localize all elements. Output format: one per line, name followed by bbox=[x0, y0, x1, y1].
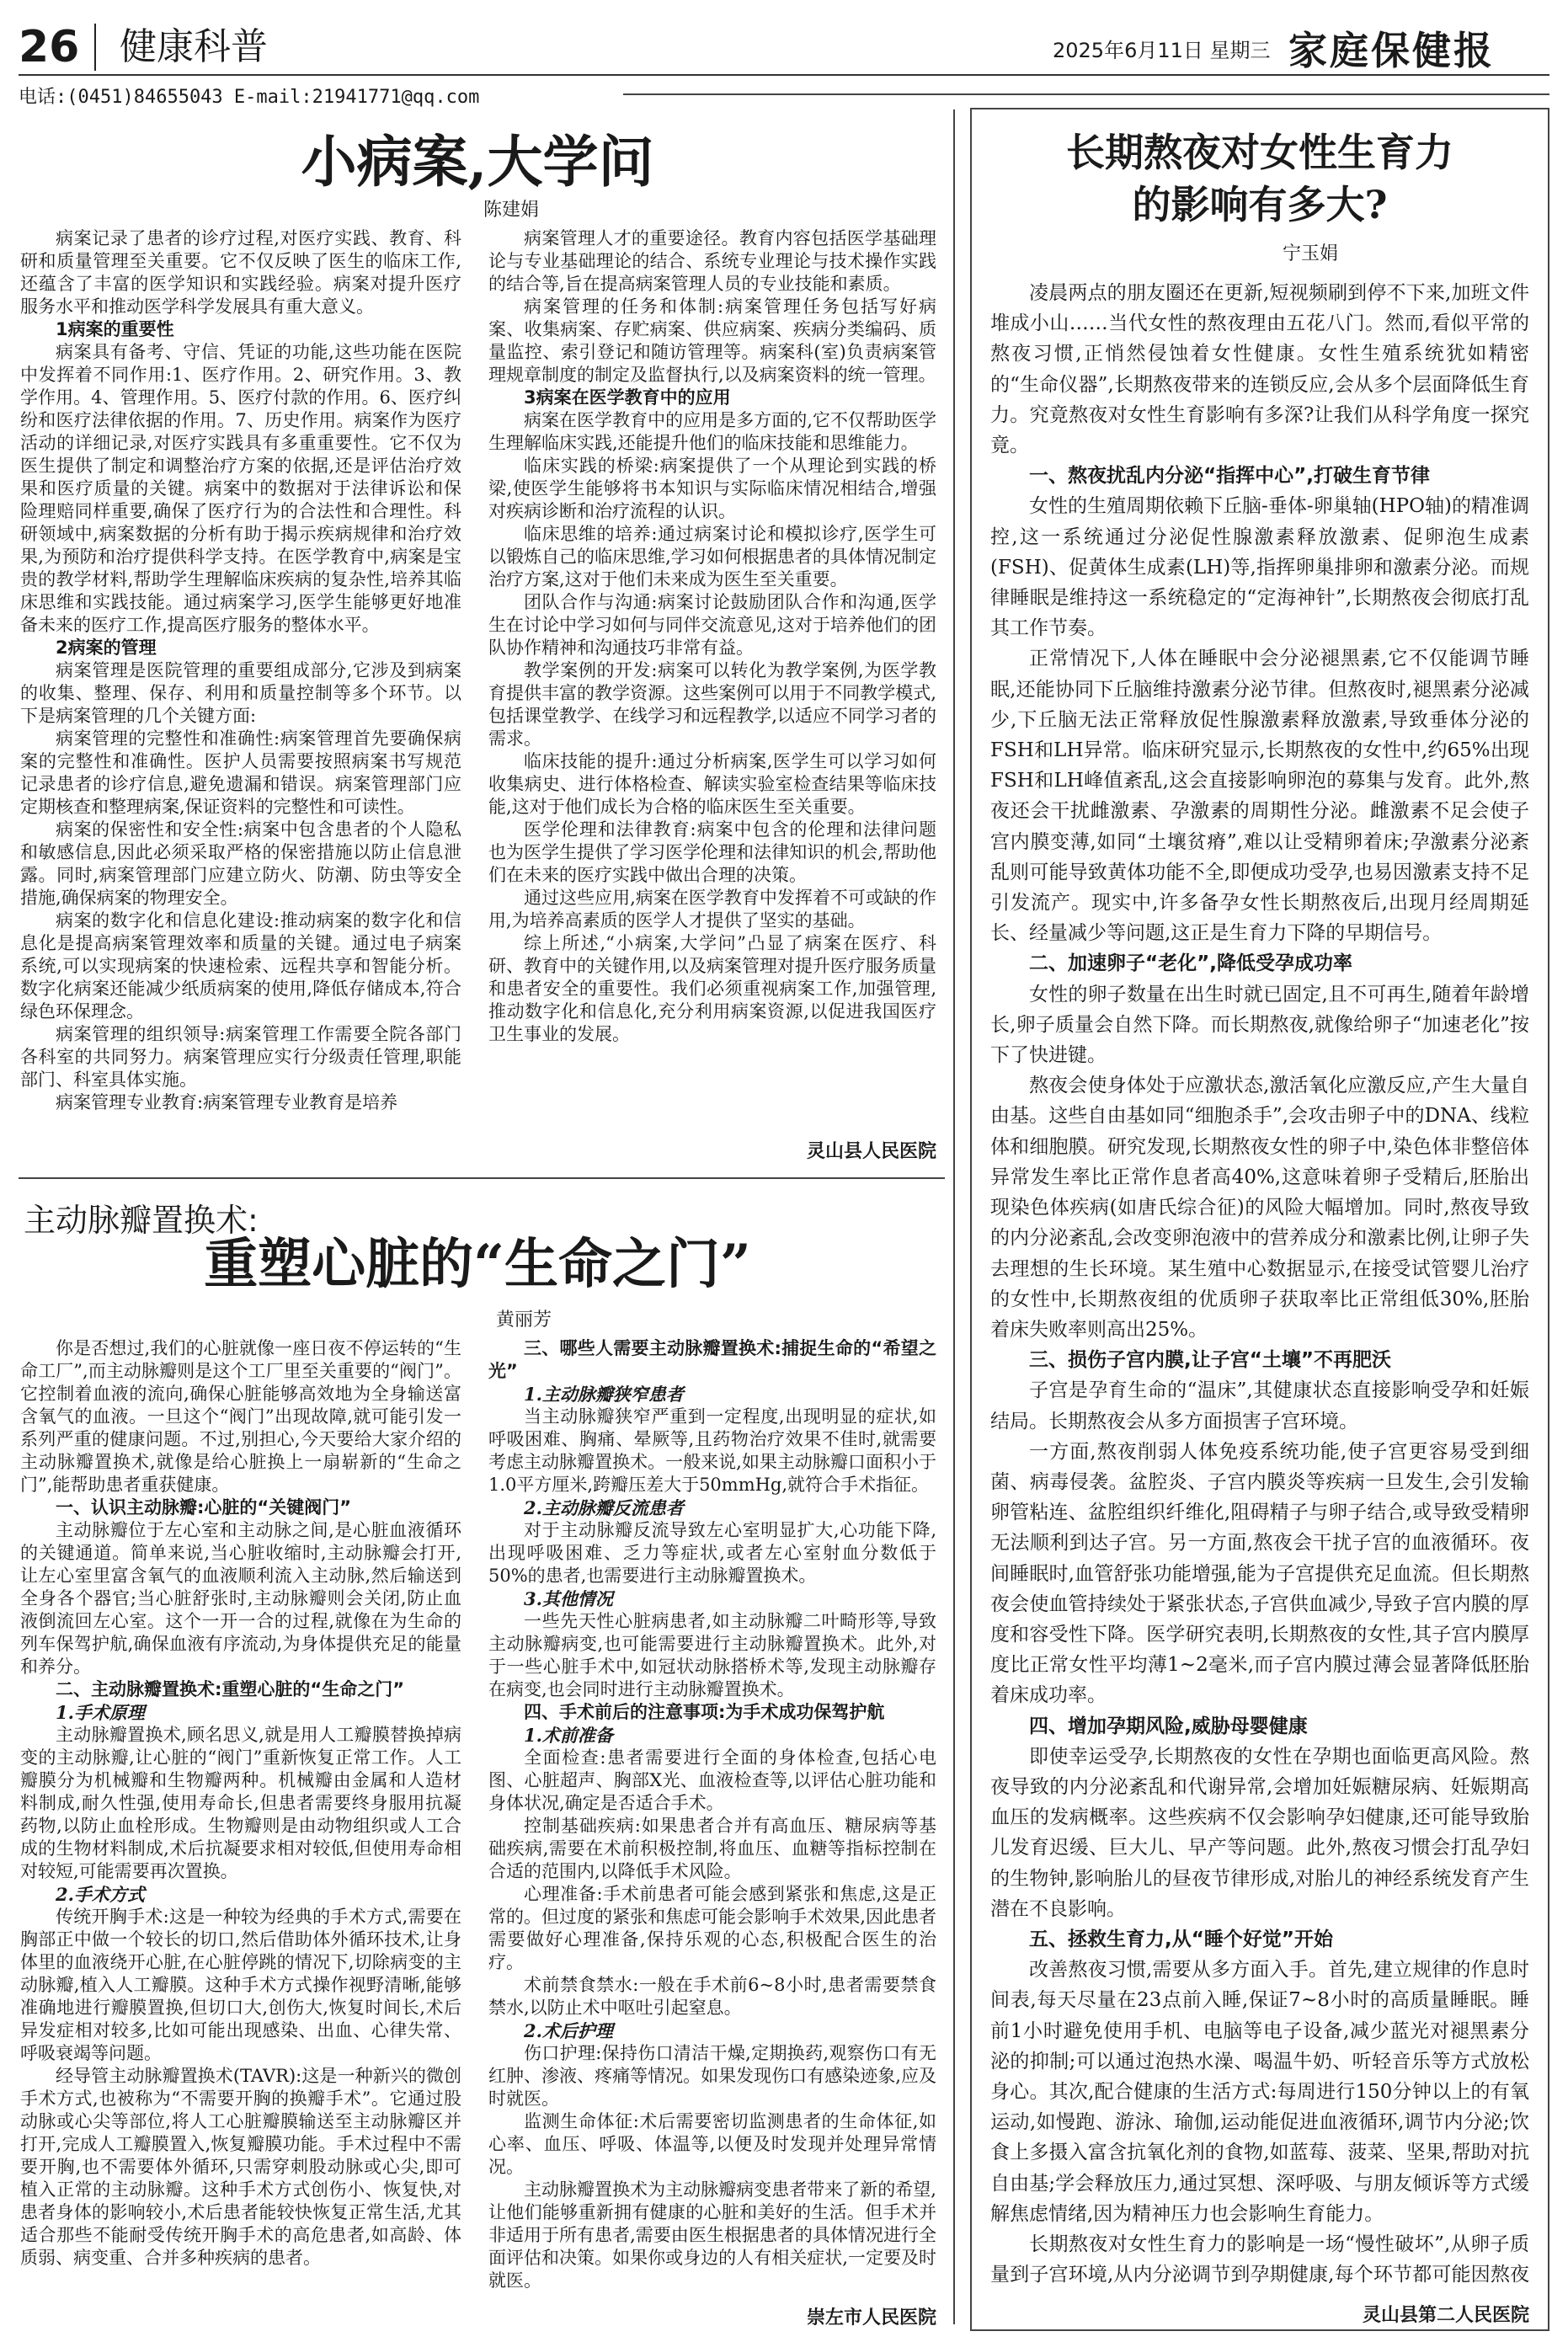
section-heading: 五、拯救生育力,从“睡个好觉”开始 bbox=[1029, 1928, 1333, 1950]
paragraph: 术前禁食禁水:一般在手术前6~8小时,患者需要禁食禁水,以防止术中呕吐引起窒息。 bbox=[488, 1975, 936, 2018]
paragraph: 教学案例的开发:病案可以转化为教学案例,为医学教育提供丰富的教学资源。这些案例可以用于不同教学模式,包括课堂教学、在线学习和远程教学,以适应不同学习者的需求。 bbox=[488, 660, 936, 749]
paragraph: 病案的保密性和安全性:病案中包含患者的个人隐私和敏感信息,因此必须采取严格的保密措施以防止信息泄露。同时,病案管理部门应建立防火、防潮、防虫等安全措施,确保病案的物理安全。 bbox=[20, 819, 461, 908]
paragraph: 经导管主动脉瓣置换术(TAVR):这是一种新兴的微创手术方式,也被称为“不需要开胸的换瓣手术”。它通过股动脉或心尖等部位,将人工心脏瓣膜输送至主动脉瓣区并打开,完成人工瓣膜置入,恢复瓣膜功能。手术过程中不需要开胸,也不需要体外循环,只需穿刺股动脉或心尖,即可植入正常的主动脉瓣。这种手术方式创伤小、恢复快,对患者身体的影响较小,术后患者能较快恢复正常生活,尤其适合那些不能耐受传统开胸手术的高危患者,如高龄、体质弱、病变重、合并多种疾病的患者。 bbox=[20, 2066, 461, 2268]
section-heading: 1病案的重要性 bbox=[56, 319, 174, 339]
article2-author: 黄丽芳 bbox=[495, 1310, 552, 1331]
paragraph: 病案管理专业教育:病案管理专业教育是培养 bbox=[56, 1092, 398, 1112]
section-heading: 二、主动脉瓣置换术:重塑心脏的“生命之门” bbox=[56, 1679, 404, 1699]
paragraph: 一方面,熬夜削弱人体免疫系统功能,使子宫更容易受到细菌、病毒侵袭。盆腔炎、子宫内膜炎等疾病一旦发生,会引发输卵管粘连、盆腔组织纤维化,阻碍精子与卵子结合,或导致受精卵无法顺利到达子宫。另一方面,熬夜会干扰子宫的血液循环。夜间睡眠时,血管舒张功能增强,能为子宫提供充足血流。但长期熬夜会使血管持续处于紧张状态,子宫供血减少,导致子宫内膜的厚度和容受性下降。医学研究表明,长期熬夜的女性,其子宫内膜厚度比正常女性平均薄1~2毫米,而子宫内膜过薄会显著降低胚胎着床成功率。 bbox=[990, 1440, 1529, 1707]
article2-signature: 崇左市人民医院 bbox=[806, 2307, 936, 2329]
paragraph: 凌晨两点的朋友圈还在更新,短视频刷到停不下来,加班文件堆成小山……当代女性的熬夜理由五花八门。然而,看似平常的熬夜习惯,正悄然侵蚀着女性健康。女性生殖系统犹如精密的“生命仪器”,长期熬夜带来的连锁反应,会从多个层面降低生育力。究竟熬夜对女性生育影响有多深?让我们从科学角度一探究竟。 bbox=[990, 282, 1529, 457]
paragraph: 病案的数字化和信息化建设:推动病案的数字化和信息化是提高病案管理效率和质量的关键。通过电子病案系统,可以实现病案的快速检索、远程共享和智能分析。数字化病案还能减少纸质病案的使用,降低存储成本,符合绿色环保理念。 bbox=[20, 910, 461, 1022]
sub-heading: 1.主动脉瓣狭窄患者 bbox=[524, 1384, 684, 1405]
issue-date: 2025年6月11日 星期三 bbox=[1053, 39, 1271, 62]
paragraph: 病案管理是医院管理的重要组成部分,它涉及到病案的收集、整理、保存、利用和质量控制等多个环节。以下是病案管理的几个关键方面: bbox=[20, 660, 461, 726]
section-title: 健康科普 bbox=[120, 25, 268, 68]
article1-title: 小病案,大学问 bbox=[301, 129, 654, 195]
paragraph: 心理准备:手术前患者可能会感到紧张和焦虑,这是正常的。但过度的紧张和焦虑可能会影响手术效果,因此患者需要做好心理准备,保持乐观的心态,积极配合医生的治疗。 bbox=[488, 1884, 936, 1972]
paragraph: 监测生命体征:术后需要密切监测患者的生命体征,如心率、血压、呼吸、体温等,以便及时发现并处理异常情况。 bbox=[488, 2111, 936, 2177]
paragraph: 主动脉瓣位于左心室和主动脉之间,是心脏血液循环的关键通道。简单来说,当心脏收缩时,主动脉瓣会打开,让左心室里富含氧气的血液顺利流入主动脉,然后输送到全身各个器官;当心脏舒张时,主动脉瓣则会关闭,防止血液倒流回左心室。这个一开一合的过程,就像在为生命的列车保驾护航,确保血液有序流动,为身体提供充足的能量和养分。 bbox=[20, 1520, 461, 1677]
header-rule bbox=[19, 74, 1549, 76]
article3-title-line1: 长期熬夜对女性生育力 bbox=[1066, 130, 1453, 175]
paragraph: 病案在医学教育中的应用是多方面的,它不仅帮助医学生理解临床实践,还能提升他们的临床技能和思维能力。 bbox=[488, 410, 936, 453]
paragraph: 医学伦理和法律教育:病案中包含的伦理和法律问题也为医学生提供了学习医学伦理和法律知识的机会,帮助他们在未来的医疗实践中做出合理的决策。 bbox=[488, 819, 936, 885]
paragraph: 女性的生殖周期依赖下丘脑-垂体-卵巢轴(HPO轴)的精准调控,这一系统通过分泌促性腺激素释放激素、促卵泡生成素(FSH)、促黄体生成素(LH)等,指挥卵巢排卵和激素分泌。而规律睡眠是维持这一系统稳定的“定海神针”,长期熬夜会彻底打乱其工作节奏。 bbox=[990, 495, 1529, 640]
paragraph: 即使幸运受孕,长期熬夜的女性在孕期也面临更高风险。熬夜导致的内分泌紊乱和代谢异常,会增加妊娠糖尿病、妊娠期高血压的发病概率。这些疾病不仅会影响孕妇健康,还可能导致胎儿发育迟缓、巨大儿、早产等问题。此外,熬夜习惯会打乱孕妇的生物钟,影响胎儿的昼夜节律形成,对胎儿的神经系统发育产生潜在不良影响。 bbox=[990, 1745, 1529, 1920]
article3-body bbox=[990, 278, 1529, 2291]
paragraph: 病案管理的任务和体制:病案管理任务包括写好病案、收集病案、存贮病案、供应病案、疾病分类编码、质量监控、索引登记和随访管理等。病案科(室)负责病案管理规章制度的制定及监督执行,以及病案资料的统一管理。 bbox=[488, 296, 936, 385]
paragraph: 临床实践的桥梁:病案提供了一个从理论到实践的桥梁,使医学生能够将书本知识与实际临床情况相结合,增强对疾病诊断和治疗流程的认识。 bbox=[488, 456, 936, 521]
header-divider bbox=[94, 24, 96, 71]
article2-kicker: 主动脉瓣置换术: bbox=[24, 1202, 259, 1239]
paragraph: 团队合作与沟通:病案讨论鼓励团队合作和沟通,医学生在讨论中学习如何与同伴交流意见,这对于培养他们的团队协作精神和沟通技巧非常有益。 bbox=[488, 592, 936, 658]
paragraph: 传统开胸手术:这是一种较为经典的手术方式,需要在胸部正中做一个较长的切口,然后借助体外循环技术,让身体里的血液绕开心脏,在心脏停跳的情况下,切除病变的主动脉瓣,植入人工瓣膜。这种手术方式操作视野清晰,能够准确地进行瓣膜置换,但切口大,创伤大,恢复时间长,术后异发症相对较多,比如可能出现感染、出血、心律失常、呼吸衰竭等问题。 bbox=[20, 1907, 461, 2063]
paragraph: 当主动脉瓣狭窄严重到一定程度,出现明显的症状,如呼吸困难、胸痛、晕厥等,且药物治疗效果不佳时,就需要考虑主动脉瓣置换术。一般来说,如果主动脉瓣口面积小于1.0平方厘米,跨瓣压差大于50mmHg,就符合手术指征。 bbox=[488, 1406, 936, 1495]
paragraph: 一些先天性心脏病患者,如主动脉瓣二叶畸形等,导致主动脉瓣病变,也可能需要进行主动脉瓣置换术。此外,对于一些心脏手术中,如冠状动脉搭桥术等,发现主动脉瓣存在病变,也会同时进行主动脉瓣置换术。 bbox=[488, 1611, 936, 1699]
article2-title: 重塑心脏的“生命之门” bbox=[204, 1233, 751, 1296]
sub-heading: 3.其他情况 bbox=[524, 1588, 613, 1609]
section-heading: 2病案的管理 bbox=[56, 638, 157, 658]
sub-heading: 1.手术原理 bbox=[56, 1702, 145, 1723]
article2-column-1 bbox=[20, 1337, 461, 2331]
article1-column-1 bbox=[20, 227, 461, 1162]
section-heading: 三、哪些人需要主动脉瓣置换术:捕捉生命的“希望之光” bbox=[488, 1338, 936, 1381]
paragraph: 全面检查:患者需要进行全面的身体检查,包括心电图、心脏超声、胸部X光、血液检查等,以评估心脏功能和身体状况,确定是否适合手术。 bbox=[488, 1747, 936, 1813]
paragraph: 女性的卵子数量在出生时就已固定,且不可再生,随着年龄增长,卵子质量会自然下降。而长期熬夜,就像给卵子“加速老化”按下了快进键。 bbox=[990, 983, 1529, 1067]
paragraph: 长期熬夜对女性生育力的影响是一场“慢性破坏”,从卵子质量到子宫环境,从内分泌调节到孕期健康,每个环节都可能因熬夜 bbox=[990, 2233, 1529, 2286]
paragraph: 主动脉瓣置换术,顾名思义,就是用人工瓣膜替换掉病变的主动脉瓣,让心脏的“阀门”重新恢复正常工作。人工瓣膜分为机械瓣和生物瓣两种。机械瓣由金属和人造材料制成,耐久性强,使用寿命长,但患者需要终身服用抗凝药物,以防止血栓形成。生物瓣则是由动物组织或人工合成的生物材料制成,术后抗凝要求相对较低,但使用寿命相对较短,可能需要再次置换。 bbox=[20, 1725, 461, 1881]
paragraph: 你是否想过,我们的心脏就像一座日夜不停运转的“生命工厂”,而主动脉瓣则是这个工厂里至关重要的“阀门”。它控制着血液的流向,确保心脏能够高效地为全身输送富含氧气的血液。一旦这个“阀门”出现故障,就可能引发一系列严重的健康问题。不过,别担心,今天要给大家介绍的主动脉瓣置换术,就像是给心脏换上一扇崭新的“生命之门”,能帮助患者重获健康。 bbox=[20, 1338, 461, 1495]
section-heading: 二、加速卵子“老化”,降低受孕成功率 bbox=[1029, 952, 1352, 975]
section-heading: 3病案在医学教育中的应用 bbox=[524, 387, 731, 408]
sub-heading: 1.术前准备 bbox=[524, 1725, 613, 1746]
section-heading: 一、熬夜扰乱内分泌“指挥中心”,打破生育节律 bbox=[1029, 465, 1430, 488]
article3-title-line2: 的影响有多大? bbox=[1132, 182, 1388, 227]
paragraph: 正常情况下,人体在睡眠中会分泌褪黑素,它不仅能调节睡眠,还能协同下丘脑维持激素分泌节律。但熬夜时,褪黑素分泌减少,下丘脑无法正常释放促性腺激素释放激素,导致垂体分泌的FSH和LH异常。临床研究显示,长期熬夜的女性中,约65%出现FSH和LH峰值紊乱,这会直接影响卵泡的募集与发育。此外,熬夜还会干扰雌激素、孕激素的周期性分泌。雌激素不足会使子宫内膜变薄,如同“土壤贫瘠”,难以让受精卵着床;孕激素分泌紊乱则可能导致黄体功能不全,即便成功受孕,也易因激素支持不足引发流产。现实中,许多备孕女性长期熬夜后,出现月经周期延长、经量减少等问题,这正是生育力下降的早期信号。 bbox=[990, 648, 1529, 945]
contact-line: 电话:(0451)84655043 E-mail:21941771@qq.com bbox=[19, 87, 480, 108]
paragraph: 病案管理的组织领导:病案管理工作需要全院各部门各科室的共同努力。病案管理应实行分级责任管理,职能部门、科室具体实施。 bbox=[20, 1024, 461, 1090]
article3-signature: 灵山县第二人民医院 bbox=[1362, 2305, 1529, 2326]
paragraph: 通过这些应用,病案在医学教育中发挥着不可或缺的作用,为培养高素质的医学人才提供了坚实的基础。 bbox=[488, 888, 936, 931]
paper-name: 家庭保健报 bbox=[1288, 28, 1495, 73]
article3-author: 宁玉娟 bbox=[1282, 243, 1338, 264]
article1-column-2 bbox=[488, 227, 936, 1120]
paragraph: 伤口护理:保持伤口清洁干燥,定期换药,观察伤口有无红肿、渗液、疼痛等情况。如果发现伤口有感染迹象,应及时就医。 bbox=[488, 2043, 936, 2109]
article2-column-2 bbox=[488, 1337, 936, 2289]
sub-heading: 2.主动脉瓣反流患者 bbox=[524, 1497, 684, 1518]
paragraph: 子宫是孕育生命的“温床”,其健康状态直接影响受孕和妊娠结局。长期熬夜会从多方面损害子宫环境。 bbox=[990, 1379, 1529, 1432]
paragraph: 综上所述,“小病案,大学问”凸显了病案在医疗、科研、教育中的关键作用,以及病案管理对提升医疗服务质量和患者安全的重要性。我们必须重视病案工作,加强管理,推动数字化和信息化,充分利用病案资源,以促进我国医疗卫生事业的发展。 bbox=[488, 933, 936, 1044]
sub-heading: 2.术后护理 bbox=[524, 2020, 613, 2041]
paragraph: 临床思维的培养:通过病案讨论和模拟诊疗,医学生可以锻炼自己的临床思维,学习如何根据患者的具体情况制定治疗方案,这对于他们未来成为医生至关重要。 bbox=[488, 524, 936, 590]
paragraph: 病案记录了患者的诊疗过程,对医疗实践、教育、科研和质量管理至关重要。它不仅反映了医生的临床工作,还蕴含了丰富的医学知识和实践经验。病案对提升医疗服务水平和推动医学科学发展具有重大意义。 bbox=[20, 228, 461, 317]
section-heading: 三、损伤子宫内膜,让子宫“土壤”不再肥沃 bbox=[1029, 1349, 1391, 1372]
section-heading: 四、手术前后的注意事项:为手术成功保驾护航 bbox=[524, 1702, 885, 1722]
paragraph: 对于主动脉瓣反流导致左心室明显扩大,心功能下降,出现呼吸困难、乏力等症状,或者左心室射血分数低于50%的患者,也需要进行主动脉瓣置换术。 bbox=[488, 1520, 936, 1586]
paragraph: 病案管理的完整性和准确性:病案管理首先要确保病案的完整性和准确性。医护人员需要按照病案书写规范记录患者的诊疗信息,避免遗漏和错误。病案管理部门应定期核查和整理病案,保证资料的完整性和可读性。 bbox=[20, 728, 461, 817]
paragraph: 改善熬夜习惯,需要从多方面入手。首先,建立规律的作息时间表,每天尽量在23点前入睡,保证7~8小时的高质量睡眠。睡前1小时避免使用手机、电脑等电子设备,减少蓝光对褪黑素分泌的抑制;可以通过泡热水澡、喝温牛奶、听轻音乐等方式放松身心。其次,配合健康的生活方式:每周进行150分钟以上的有氧运动,如慢跑、游泳、瑜伽,运动能促进血液循环,调节内分泌;饮食上多摄入富含抗氧化剂的食物,如蓝莓、菠菜、坚果,帮助对抗自由基;学会释放压力,通过冥想、深呼吸、与朋友倾诉等方式缓解焦虑情绪,因为精神压力也会影响生育能力。 bbox=[990, 1959, 1529, 2225]
sub-heading: 2.手术方式 bbox=[56, 1884, 145, 1905]
section-heading: 四、增加孕期风险,威胁母婴健康 bbox=[1029, 1715, 1308, 1737]
page-number: 26 bbox=[19, 22, 80, 72]
paragraph: 病案具有备考、守信、凭证的功能,这些功能在医院中发挥着不同作用:1、医疗作用。2、研究作用。3、教学作用。4、管理作用。5、医疗付款的作用。6、医疗纠纷和医疗法律依据的作用。7、历史作用。病案作为医疗活动的详细记录,对医疗实践具有多重重要性。它不仅为医生提供了制定和调整治疗方案的依据,还是评估治疗效果和医疗质量的关键。病案中的数据对于法律诉讼和保险理赔同样重要,确保了医疗行为的合法性和合理性。科研领域中,病案数据的分析有助于揭示疾病规律和治疗效果,为预防和治疗提供科学支持。在医学教育中,病案是宝贵的教学材料,帮助学生理解临床疾病的复杂性,培养其临床思维和实践技能。通过病案学习,医学生能够更好地准备未来的医疗工作,提高医疗服务的整体水平。 bbox=[20, 342, 461, 635]
contact-rule bbox=[623, 93, 1549, 95]
section-heading: 一、认识主动脉瓣:心脏的“关键阀门” bbox=[56, 1497, 352, 1518]
article-divider bbox=[19, 1177, 945, 1179]
paragraph: 临床技能的提升:通过分析病案,医学生可以学习如何收集病史、进行体格检查、解读实验室检查结果等临床技能,这对于他们成长为合格的临床医生至关重要。 bbox=[488, 751, 936, 817]
article1-author: 陈建娟 bbox=[483, 200, 539, 221]
paragraph: 控制基础疾病:如果患者合并有高血压、糖尿病等基础疾病,需要在术前积极控制,将血压、血糖等指标控制在合适的范围内,以降低手术风险。 bbox=[488, 1816, 936, 1881]
paragraph: 病案管理人才的重要途径。教育内容包括医学基础理论与专业基础理论的结合、系统专业理论与技术操作实践的结合等,旨在提高病案管理人员的专业技能和素质。 bbox=[488, 228, 936, 294]
article1-signature: 灵山县人民医院 bbox=[806, 1141, 936, 1162]
paragraph: 熬夜会使身体处于应激状态,激活氧化应激反应,产生大量自由基。这些自由基如同“细胞杀手”,会攻击卵子中的DNA、线粒体和细胞膜。研究发现,长期熬夜女性的卵子中,染色体非整倍体异常发生率比正常作息者高40%,这意味着卵子受精后,胚胎出现染色体疾病(如唐氏综合征)的风险大幅增加。同时,熬夜导致的内分泌紊乱,会改变卵泡液中的营养成分和激素比例,让卵子失去理想的生长环境。某生殖中心数据显示,在接受试管婴儿治疗的女性中,长期熬夜组的优质卵子获取率比正常组低30%,胚胎着床失败率则高出25%。 bbox=[990, 1075, 1529, 1341]
column-divider bbox=[953, 109, 955, 2324]
paragraph: 主动脉瓣置换术为主动脉瓣病变患者带来了新的希望,让他们能够重新拥有健康的心脏和美好的生活。但手术并非适用于所有患者,需要由医生根据患者的具体情况进行全面评估和决策。如果你或身边的人有相关症状,一定要及时就医。 bbox=[488, 2179, 936, 2289]
